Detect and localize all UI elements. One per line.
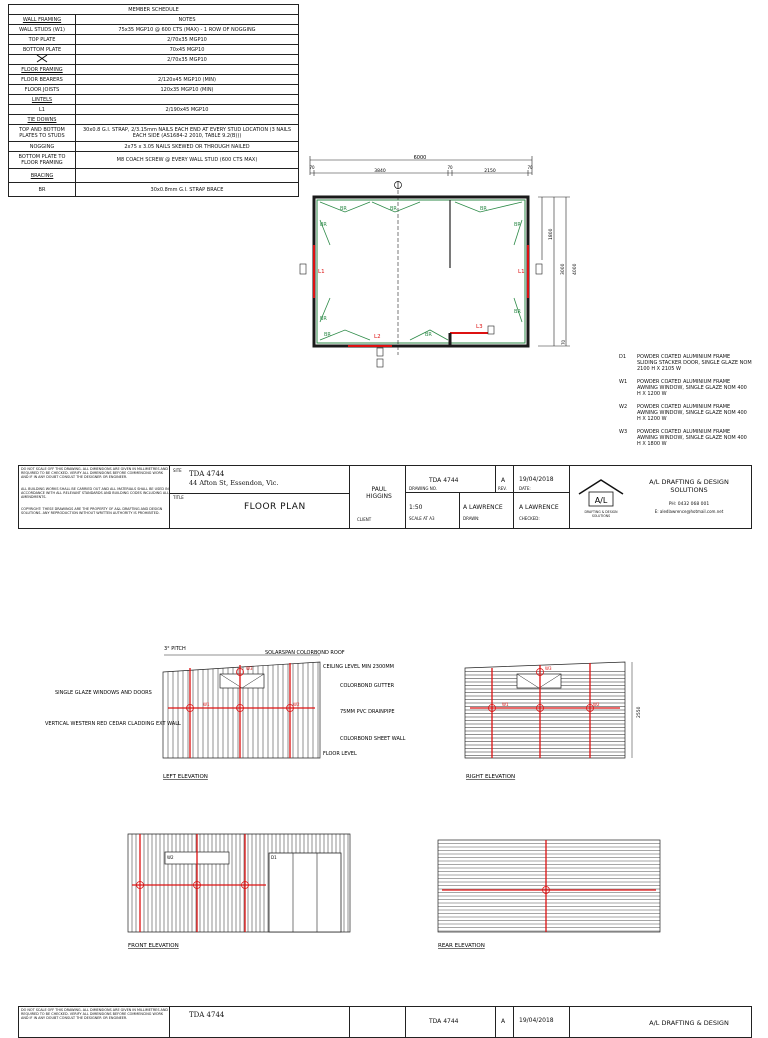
scale-label: SCALE AT A3 (409, 516, 435, 521)
schedule-key: FLOOR BEARERS (9, 75, 76, 85)
bracing-label: BR (340, 206, 347, 212)
logo-subtitle: DRAFTING & DESIGN SOLUTIONS (584, 510, 618, 518)
svg-text:W1: W1 (203, 702, 210, 707)
dim-mid-off: 70 (447, 165, 453, 170)
company-phone: PH: 0432 068 001 (668, 502, 710, 507)
dim-1800: 1800 (549, 228, 554, 240)
member-schedule (8, 4, 299, 197)
schedule-value (76, 65, 299, 75)
schedule-key: BRACING (9, 169, 76, 183)
rear-elevation-title: REAR ELEVATION (438, 943, 485, 949)
schedule-value (76, 95, 299, 105)
schedule-value: 2/190x45 MGP10 (76, 105, 299, 115)
schedule-value: 30x0.8mm G.I. STRAP BRACE (76, 183, 299, 197)
company-email: E: aledlawrence@hotmail.com.net (654, 509, 724, 514)
pitch-label: 3° PITCH (164, 646, 186, 652)
bracing-label: BR (514, 309, 521, 315)
schedule-value: 2x75 x 3.05 NAILS SKEWED OR THROUGH NAILED (76, 142, 299, 152)
dim-overall: 6000 (413, 155, 427, 161)
legend-item: D1 POWDER COATED ALUMINIUM FRAME SLIDING STACKER DOOR, SINGLE GLAZE NOM 2100 H X 2105 W (619, 354, 752, 372)
dim-3840: 3840 (374, 169, 386, 174)
roof-label: SOLARSPAN COLORBOND ROOF (265, 650, 345, 656)
drawing-number: TDA 4744 (429, 477, 459, 484)
schedule-key: BR (9, 183, 76, 197)
bracing-label: BR (320, 222, 327, 228)
bracing-label: BR (390, 206, 397, 212)
scale: 1:50 (409, 504, 423, 511)
window-door-legend (619, 354, 764, 454)
company-name: A/L DRAFTING & DESIGN SOLUTIONS (649, 478, 729, 494)
svg-text:W2: W2 (293, 702, 300, 707)
client-label: CLIENT (357, 517, 372, 522)
svg-text:W1: W1 (502, 702, 509, 707)
schedule-value (76, 169, 299, 183)
right-elevation (465, 662, 642, 780)
drawing-number-label: DRAWING NO. (409, 486, 437, 491)
lintel-label: L1 (318, 269, 325, 275)
schedule-value: 75x35 MGP10 @ 600 CTS (MAX) - 1 ROW OF NOGGING (76, 25, 299, 35)
svg-text:W3: W3 (246, 666, 253, 671)
schedule-key: LINTELS (9, 95, 76, 105)
site-name-2: TDA 4744 (189, 1011, 225, 1019)
front-elevation-title: FRONT ELEVATION (128, 943, 179, 949)
front-elevation (128, 834, 350, 949)
site-address: 44 Afton St, Essendon, Vic. (189, 479, 279, 487)
title-label: TITLE (173, 495, 184, 500)
schedule-value: 120x35 MGP10 (MIN) (76, 85, 299, 95)
schedule-value: 30x0.8 G.I. STRAP, 2/3.15mm NAILS EACH END AT EVERY STUD LOCATION (3 NAILS EACH SIDE (AS1684-2 2010, TABLE 9.2(B))) (76, 125, 299, 142)
dim-2150: 2150 (484, 169, 496, 174)
lintel-label: L3 (476, 324, 483, 330)
right-elevation-title: RIGHT ELEVATION (466, 774, 516, 780)
date-label: DATE: (519, 486, 531, 491)
legend-item: W3 POWDER COATED ALUMINIUM FRAME AWNING WINDOW, SINGLE GLAZE NOM 400 H X 1800 W (619, 429, 747, 447)
schedule-value: NOTES (76, 15, 299, 25)
dim-4000: 4000 (573, 263, 578, 275)
client-name: PAUL HIGGINS (366, 486, 392, 500)
revision-label: REV. (498, 486, 507, 491)
schedule-value: 2/70x35 MGP10 (76, 55, 299, 65)
disclaimer-2: ALL BUILDING WORKS SHALL BE CARRIED OUT AND ALL MATERIALS SHALL BE USED IN ACCORDANCE WITH ALL RELEVANT STANDARDS AND BUILDING CODES INCLUDING ALL AMENDMENTS. (21, 487, 169, 499)
schedule-value: 2/120x45 MGP10 (MIN) (76, 75, 299, 85)
floor-plan (300, 150, 578, 375)
schedule-value (76, 115, 299, 125)
title-block-2: DO NOT SCALE OFF THIS DRAWING. ALL DIMENSIONS ARE GIVEN IN MILLIMETRES AND REQUIRED TO BE CHECKED. VERIFY ALL DIMENSIONS BEFORE COMMENCING WORK AND IF IN ANY DOUBT CONSULT THE DESIGNER OR ENGINEER. TDA 4744 TDA 4744 A 19/04/2018 A/L DRAFTING & DESIGN (18, 1006, 752, 1038)
dim-right-off: 70 (527, 165, 533, 170)
schedule-heading: MEMBER SCHEDULE (9, 5, 299, 15)
dim-3000: 3000 (561, 263, 566, 275)
schedule-key: NOGGING (9, 142, 76, 152)
dim-left-off: 70 (309, 165, 315, 170)
cladding-label: VERTICAL WESTERN RED CEDAR CLADDING EXT WALL (45, 721, 181, 727)
sheet-wall-label: COLORBOND SHEET WALL (340, 736, 406, 742)
rear-elevation (438, 840, 660, 949)
site-name: TDA 4744 (189, 470, 225, 478)
svg-text:D1: D1 (271, 855, 277, 860)
site-label: SITE (173, 468, 182, 473)
legend-item: W1 POWDER COATED ALUMINIUM FRAME AWNING WINDOW, SINGLE GLAZE NOM 400 H X 1200 W (619, 379, 747, 397)
schedule-key (9, 55, 76, 65)
schedule-value: 2/70x35 MGP10 (76, 35, 299, 45)
legend-item: W2 POWDER COATED ALUMINIUM FRAME AWNING WINDOW, SINGLE GLAZE NOM 400 H X 1200 W (619, 404, 747, 422)
disclaimer-3: COPYRIGHT: THESE DRAWINGS ARE THE PROPERTY OF A&L DRAFTING AND DESIGN SOLUTIONS. ANY REPRODUCTION WITHOUT WRITTEN AUTHORITY IS PROHIBITED. (21, 507, 163, 515)
bracing-label: BR (324, 332, 331, 338)
schedule-key: FLOOR FRAMING (9, 65, 76, 75)
disclaimer-1: DO NOT SCALE OFF THIS DRAWING. ALL DIMENSIONS ARE GIVEN IN MILLIMETRES AND REQUIRED TO BE CHECKED. VERIFY ALL DIMENSIONS BEFORE COMMENCING WORK AND IF IN ANY DOUBT CONSULT THE DESIGNER OR ENGINEER. (21, 467, 169, 479)
company-logo (575, 476, 627, 508)
drawn-label: DRAWN: (463, 516, 480, 521)
height-dim: 2550 (637, 706, 642, 718)
schedule-key: BOTTOM PLATE (9, 45, 76, 55)
checked-label: CHECKED: (519, 516, 540, 521)
left-elevation-title: LEFT ELEVATION (163, 774, 208, 780)
lintel-label: L2 (374, 334, 381, 340)
left-elevation (45, 646, 406, 780)
schedule-key: FLOOR JOISTS (9, 85, 76, 95)
schedule-key: WALL STUDS (W1) (9, 25, 76, 35)
gutter-label: COLORBOND GUTTER (340, 683, 395, 689)
svg-text:A/L: A/L (594, 496, 608, 505)
glaze-label: SINGLE GLAZE WINDOWS AND DOORS (55, 690, 152, 696)
svg-text:W2: W2 (593, 702, 600, 707)
schedule-value: 70x45 MGP10 (76, 45, 299, 55)
title-block (18, 465, 752, 529)
schedule-key: WALL FRAMING (9, 15, 76, 25)
lintel-label: L1 (518, 269, 525, 275)
floor-level-label: FLOOR LEVEL (323, 751, 357, 757)
revision: A (501, 477, 506, 484)
schedule-key: TOP AND BOTTOM PLATES TO STUDS (9, 125, 76, 142)
schedule-key: L1 (9, 105, 76, 115)
bracing-label: BR (514, 222, 521, 228)
bracing-label: BR (480, 206, 487, 212)
svg-text:W2: W2 (167, 855, 174, 860)
svg-text:W3: W3 (545, 666, 552, 671)
bracing-label: BR (320, 316, 327, 322)
ceiling-label: CEILING LEVEL MIN 2300MM (323, 664, 394, 670)
drain-label: 75MM PVC DRAINPIPE (340, 709, 395, 715)
schedule-value: M8 COACH SCREW @ EVERY WALL STUD (600 CTS MAX) (76, 152, 299, 169)
drawn-by: A LAWRENCE (463, 504, 503, 511)
dim-off1: 70 (561, 339, 566, 345)
schedule-key: BOTTOM PLATE TO FLOOR FRAMING (9, 152, 76, 169)
bracing-label: BR (425, 332, 432, 338)
elevations (40, 640, 740, 960)
drawing-title: FLOOR PLAN (244, 502, 306, 512)
date: 19/04/2018 (519, 476, 554, 483)
checked-by: A LAWRENCE (519, 504, 559, 511)
schedule-key: TIE DOWNS (9, 115, 76, 125)
schedule-key: TOP PLATE (9, 35, 76, 45)
